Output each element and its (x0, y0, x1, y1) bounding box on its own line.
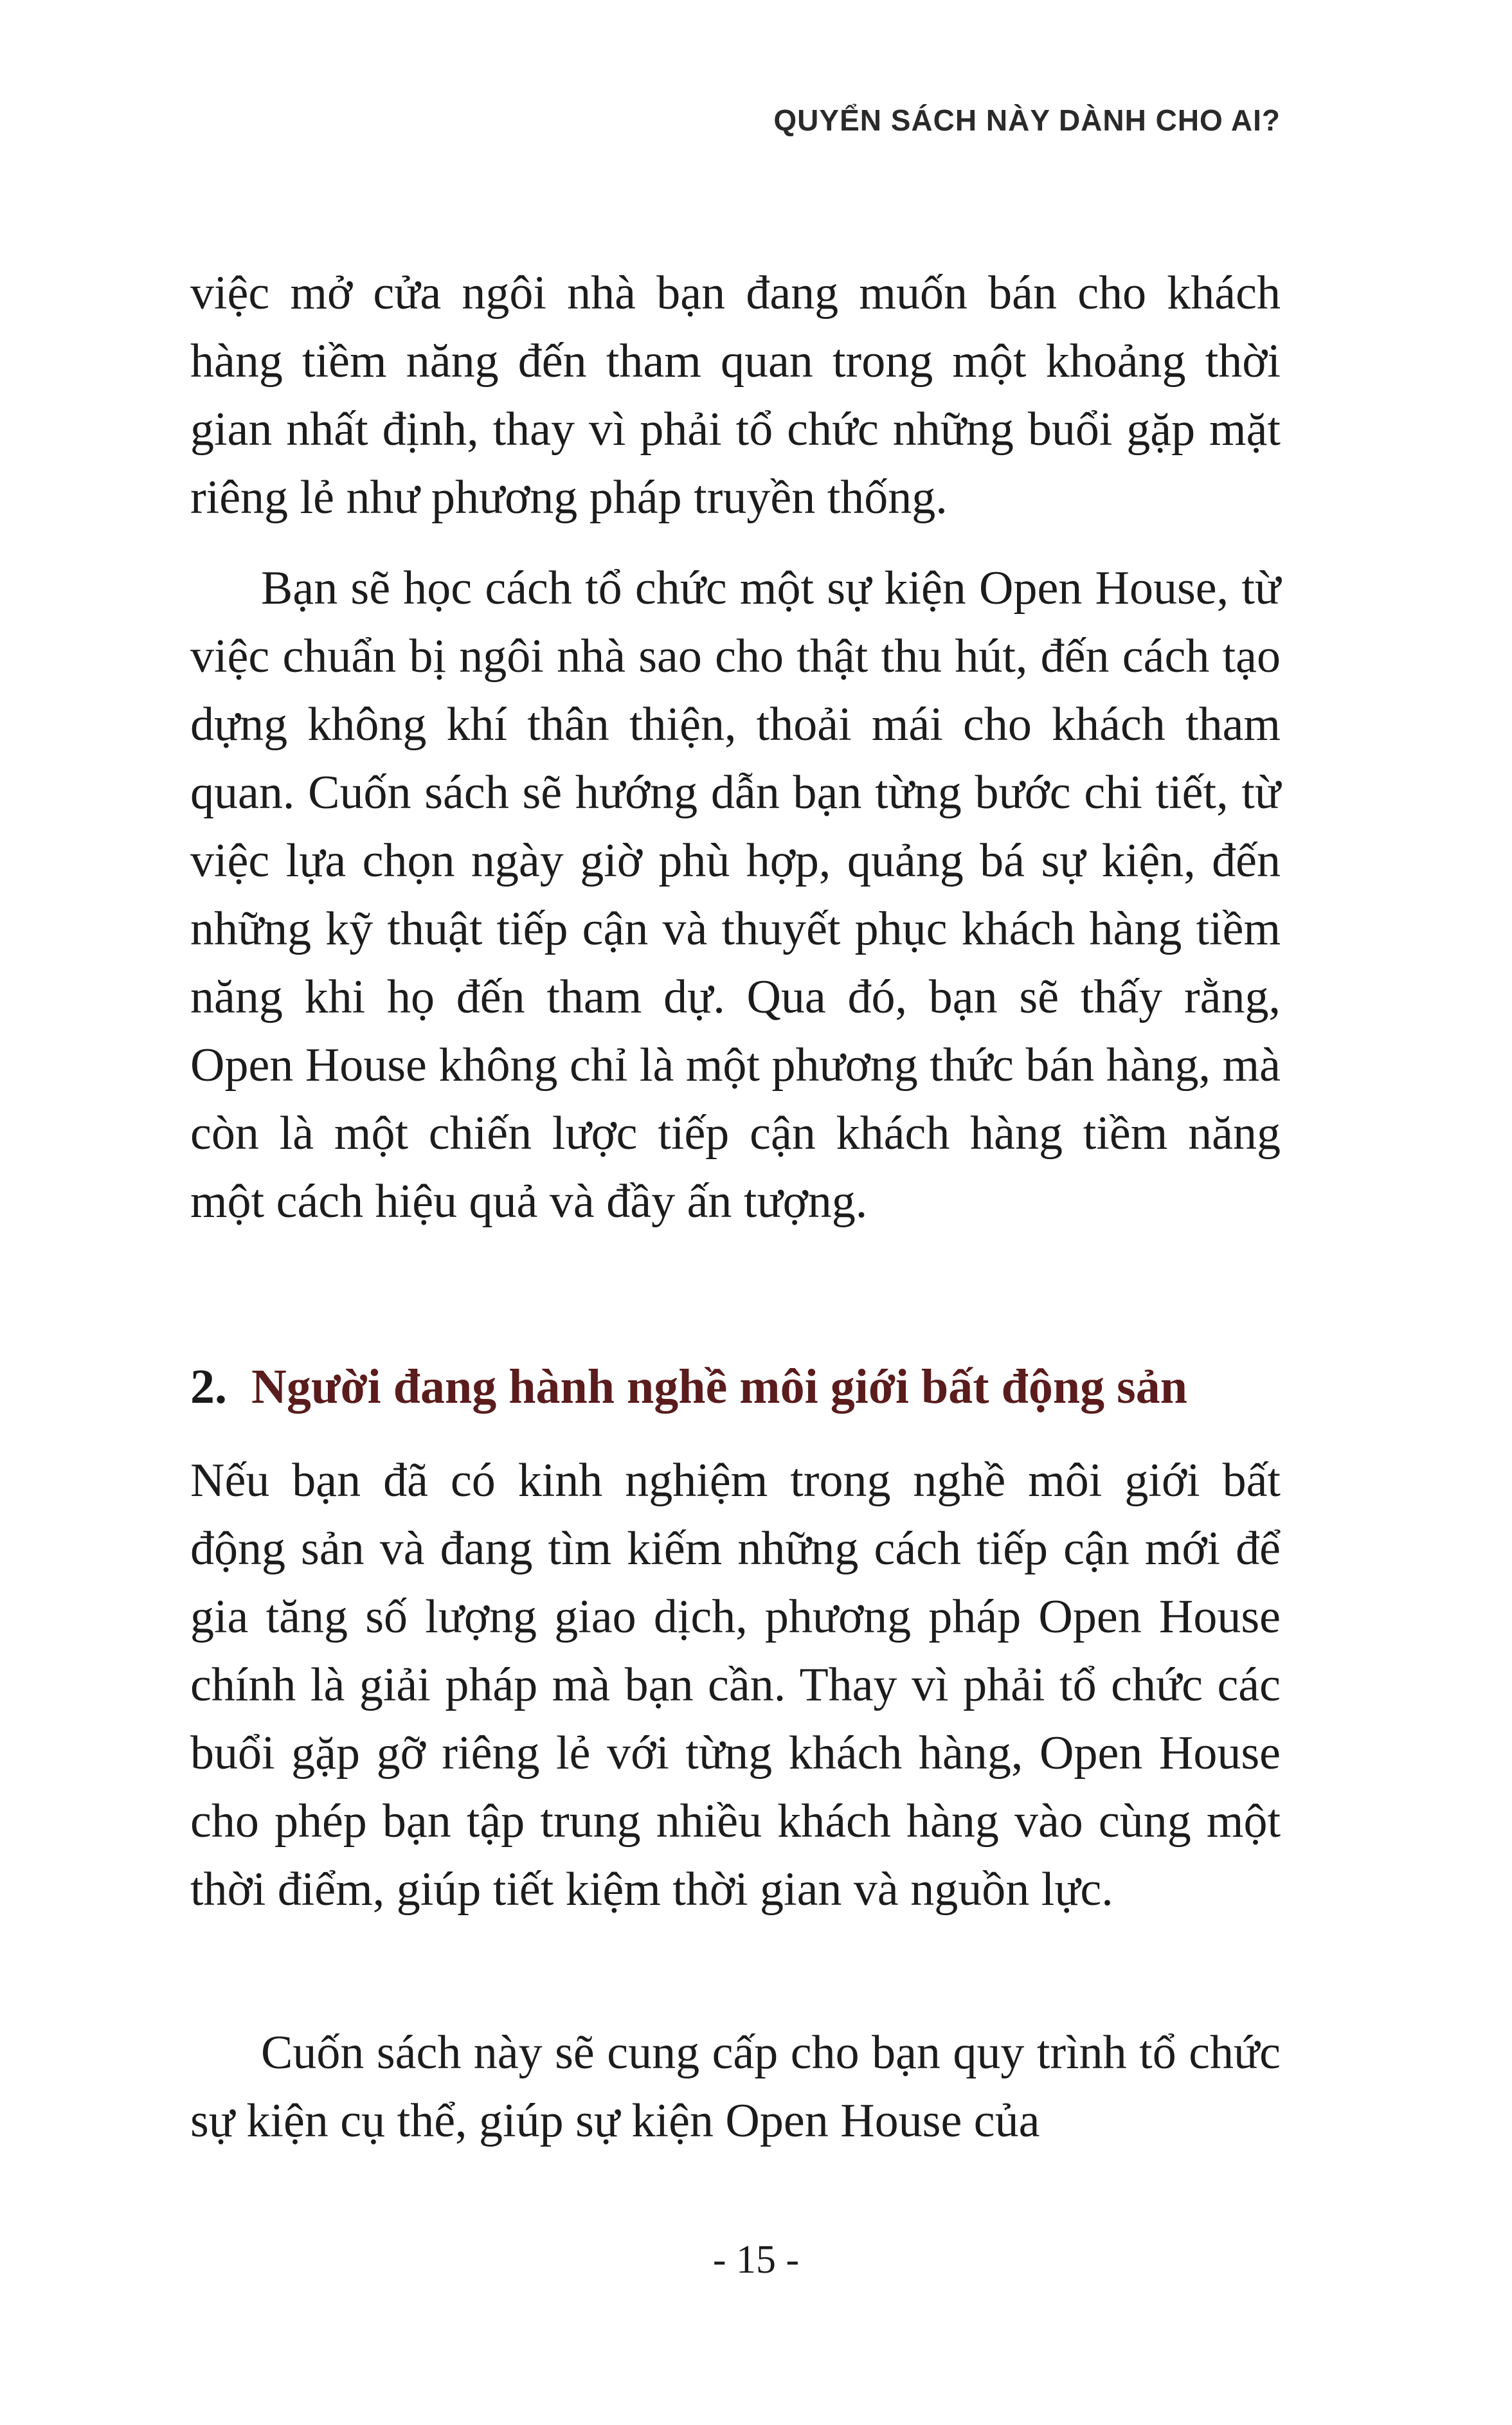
page-number: - 15 - (712, 2238, 800, 2282)
paragraph-book-process: Cuốn sách này sẽ cung cấp cho bạn quy trình tổ chức sự kiện cụ thể, giúp sự kiện Open House của (190, 2026, 1281, 2147)
running-header: QUYỂN SÁCH NÀY DÀNH CHO AI? (773, 104, 1281, 137)
section-title: Người đang hành nghề môi giới bất động sản (251, 1360, 1187, 1414)
section-heading (190, 1351, 1296, 1422)
section-number: 2. (190, 1360, 227, 1414)
paragraph-continuation: việc mở cửa ngôi nhà bạn đang muốn bán cho khách hàng tiềm năng đến tham quan trong một khoảng thời gian nhất định, thay vì phải tổ chức những buổi gặp mặt riêng lẻ như phương pháp truyền thống. (190, 267, 1281, 524)
paragraph-broker-experience: Nếu bạn đã có kinh nghiệm trong nghề môi giới bất động sản và đang tìm kiếm những cách tiếp cận mới để gia tăng số lượng giao dịch, phương pháp Open House chính là giải pháp mà bạn cần. Thay vì phải tổ chức các buổi gặp gỡ riêng lẻ với từng khách hàng, Open House cho phép bạn tập trung nhiều khách hàng vào cùng một thời điểm, giúp tiết kiệm thời gian và nguồn lực. (190, 1454, 1281, 1916)
paragraph-open-house-event: Bạn sẽ học cách tổ chức một sự kiện Open House, từ việc chuẩn bị ngôi nhà sao cho thật thu hút, đến cách tạo dựng không khí thân thiện, thoải mái cho khách tham quan. Cuốn sách sẽ hướng dẫn bạn từng bước chi tiết, từ việc lựa chọn ngày giờ phù hợp, quảng bá sự kiện, đến những kỹ thuật tiếp cận và thuyết phục khách hàng tiềm năng khi họ đến tham dự. Qua đó, bạn sẽ thấy rằng, Open House không chỉ là một phương thức bán hàng, mà còn là một chiến lược tiếp cận khách hàng tiềm năng một cách hiệu quả và đầy ấn tượng. (190, 562, 1281, 1228)
